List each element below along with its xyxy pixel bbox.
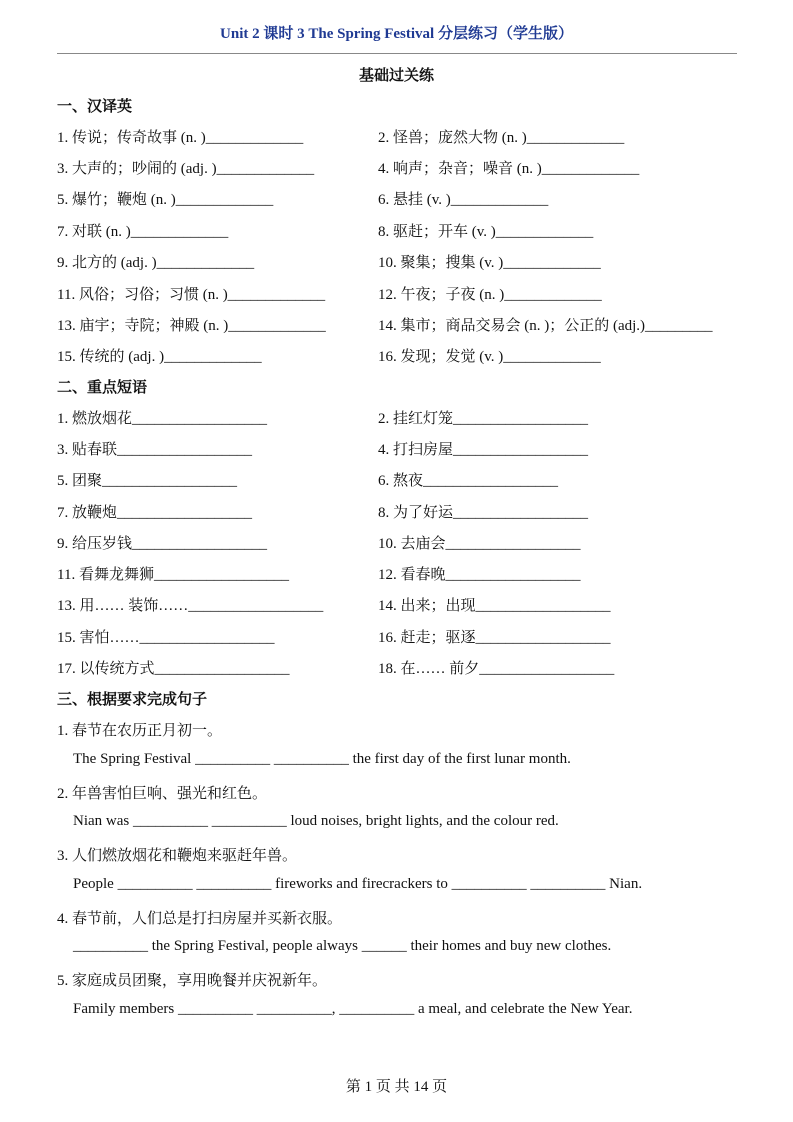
vocab-item-11: 11. 风俗；习俗；习惯 (n. )_____________ (57, 287, 326, 303)
phrase-item-15: 15. 害怕……__________________ (57, 630, 275, 646)
sentence-4-english: __________ the Spring Festival, people always ______ their homes and buy new clothes. (73, 938, 612, 954)
vocab-item-10: 10. 聚集；搜集 (v. )_____________ (378, 255, 601, 271)
vocab-item-4: 4. 响声；杂音；噪音 (n. )_____________ (378, 161, 640, 177)
phrase-item-10: 10. 去庙会__________________ (378, 536, 581, 552)
sentence-3-chinese: 3. 人们燃放烟花和鞭炮来驱赶年兽。 (57, 848, 298, 864)
sentence-1-chinese: 1. 春节在农历正月初一。 (57, 723, 223, 739)
phrase-item-7: 7. 放鞭炮__________________ (57, 505, 253, 521)
vocab-item-6: 6. 悬挂 (v. )_____________ (378, 192, 549, 208)
vocab-item-16: 16. 发现；发觉 (v. )_____________ (378, 349, 601, 365)
phrase-item-9: 9. 给压岁钱__________________ (57, 536, 268, 552)
sentence-2-chinese: 2. 年兽害怕巨响、强光和红色。 (57, 786, 268, 802)
phrase-item-12: 12. 看春晚__________________ (378, 567, 581, 583)
sentence-1-english: The Spring Festival __________ __________ the first day of the first lunar month. (73, 751, 571, 767)
section-title-translation: 一、汉译英 (57, 97, 133, 115)
vocab-item-8: 8. 驱赶；开车 (v. )_____________ (378, 224, 594, 240)
section-title-sentences: 三、根据要求完成句子 (57, 690, 208, 708)
vocab-item-2: 2. 怪兽；庞然大物 (n. )_____________ (378, 130, 625, 146)
sentence-2-english: Nian was __________ __________ loud noises, bright lights, and the colour red. (73, 813, 559, 829)
phrase-item-2: 2. 挂红灯笼__________________ (378, 411, 589, 427)
vocab-item-5: 5. 爆竹；鞭炮 (n. )_____________ (57, 192, 274, 208)
phrase-item-3: 3. 贴春联__________________ (57, 442, 253, 458)
phrase-item-8: 8. 为了好运__________________ (378, 505, 589, 521)
section-title-phrases: 二、重点短语 (57, 378, 148, 396)
page-header: Unit 2 课时 3 The Spring Festival 分层练习（学生版） (220, 26, 573, 42)
vocab-item-12: 12. 午夜；子夜 (n. )_____________ (378, 287, 602, 303)
phrase-item-16: 16. 赶走；驱逐__________________ (378, 630, 611, 646)
phrase-item-14: 14. 出来；出现__________________ (378, 598, 611, 614)
sentence-4-chinese: 4. 春节前，人们总是打扫房屋并买新衣服。 (57, 911, 343, 927)
phrase-item-18: 18. 在…… 前夕__________________ (378, 661, 615, 677)
vocab-item-3: 3. 大声的；吵闹的 (adj. )_____________ (57, 161, 315, 177)
phrase-item-1: 1. 燃放烟花__________________ (57, 411, 268, 427)
vocab-item-15: 15. 传统的 (adj. )_____________ (57, 349, 262, 365)
phrase-item-5: 5. 团聚__________________ (57, 473, 238, 489)
phrase-item-4: 4. 打扫房屋__________________ (378, 442, 589, 458)
phrase-item-17: 17. 以传统方式__________________ (57, 661, 290, 677)
phrase-item-6: 6. 熬夜__________________ (378, 473, 559, 489)
sentence-3-english: People __________ __________ fireworks and firecrackers to __________ __________ Nian. (73, 876, 643, 892)
sentence-5-chinese: 5. 家庭成员团聚，享用晚餐并庆祝新年。 (57, 973, 328, 989)
phrase-item-13: 13. 用…… 装饰……__________________ (57, 598, 324, 614)
vocab-item-9: 9. 北方的 (adj. )_____________ (57, 255, 255, 271)
vocab-item-13: 13. 庙宇；寺院；神殿 (n. )_____________ (57, 318, 326, 334)
section-heading: 基础过关练 (358, 68, 434, 84)
sentence-5-english: Family members __________ __________, __________ a meal, and celebrate the New Year. (73, 1001, 633, 1017)
vocab-item-1: 1. 传说；传奇故事 (n. )_____________ (57, 130, 304, 146)
vocab-item-14: 14. 集市；商品交易会 (n. )；公正的 (adj.)_________ (378, 318, 713, 334)
vocab-item-7: 7. 对联 (n. )_____________ (57, 224, 229, 240)
page-number: 第 1 页 共 14 页 (345, 1079, 448, 1095)
phrase-item-11: 11. 看舞龙舞狮__________________ (57, 567, 289, 583)
header-divider (57, 53, 737, 54)
